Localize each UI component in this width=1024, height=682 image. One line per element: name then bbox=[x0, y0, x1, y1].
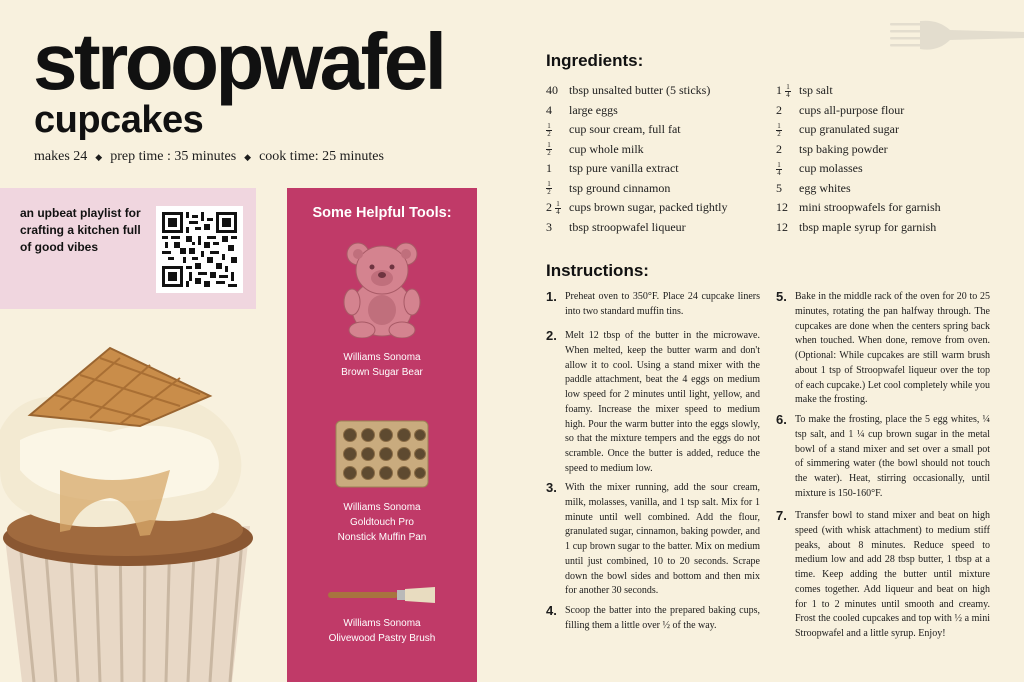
ingredient-item: 3 tbsp stroopwafel liqueur bbox=[546, 219, 686, 234]
cupcake-photo bbox=[0, 320, 260, 682]
fork-icon bbox=[890, 16, 1024, 56]
tool-brand: Williams Sonoma bbox=[343, 352, 421, 363]
ingredient-item: 2 tsp baking powder bbox=[776, 141, 888, 156]
separator-diamond-icon: ◆ bbox=[244, 151, 252, 162]
instruction-step-7: 7. Transfer bowl to stand mixer and beat on high speed (with whisk attachment) to medium stiff peaks, about 8 minutes. Reduce speed to medium low and add 28 tbsp butter, 1 tbsp at a time. Keep adding the butter until mixture comes together. Add liqueur and beat on high for 1 to 2 minutes until smooth and creamy. Frost the cooled cupcakes and top with ½ a mini Stroopwafel and a little syrup. Enjoy! bbox=[776, 508, 990, 639]
instruction-step-5: 5. Bake in the middle rack of the oven for 20 to 25 minutes, rotating the pan halfway through. The cupcakes are done when the centers spring back when touched. When done, remove from oven. (Optional: While cupcakes are still warm brush about 1 tsp of Stroopwafel liqueur over the top of each cupcake.) Let cool completely while you make the frosting. bbox=[776, 289, 990, 406]
ingredient-item: $\frac{1}{4}$ cup molasses bbox=[777, 160, 863, 177]
ingredient-item: 12 mini stroopwafels for garnish bbox=[776, 200, 941, 214]
instruction-step-6: 6. To make the frosting, place the 5 egg whites, ¼ tsp salt, and 1 ¼ cup brown sugar in the metal bowl of a stand mixer and set over a small pot of simmering water (the bowl should not touch the water). Heat, stirring occasionally, until mixture is 150-160°F. bbox=[776, 412, 990, 499]
ingredients-column-2 bbox=[776, 81, 941, 237]
ingredient-item: $\frac{1}{2}$ cup granulated sugar bbox=[777, 121, 899, 138]
playlist-text: an upbeat playlist for crafting a kitchen full of good vibes bbox=[20, 206, 141, 254]
helpful-tools-panel bbox=[287, 188, 477, 682]
pastry-brush-icon bbox=[327, 586, 437, 604]
tool-brand: Williams Sonoma bbox=[343, 618, 421, 629]
instructions-title: Instructions: bbox=[546, 261, 649, 280]
bear-icon bbox=[340, 240, 424, 338]
ingredient-item: 5 egg whites bbox=[776, 180, 851, 195]
ingredients-column-1 bbox=[546, 81, 727, 237]
muffin-pan-icon bbox=[335, 420, 429, 488]
ingredient-item: $\frac{1}{2}$ cup whole milk bbox=[547, 141, 644, 158]
recipe-subtitle: cupcakes bbox=[34, 99, 204, 141]
separator-diamond-icon: ◆ bbox=[95, 151, 103, 162]
tool-item-muffin-pan[interactable] bbox=[287, 500, 477, 545]
instruction-step-1: 1. Preheat oven to 350°F. Place 24 cupcake liners into two standard muffin tins. bbox=[546, 289, 760, 317]
ingredient-item: 2 cups all-purpose flour bbox=[776, 102, 905, 117]
tool-name: Goldtouch Pro bbox=[350, 517, 414, 528]
tool-name-cont: Nonstick Muffin Pan bbox=[337, 532, 427, 543]
ingredient-item: $\frac{1}{2}$ cup sour cream, full fat bbox=[547, 121, 681, 138]
ingredient-item: $\frac{1}{2}$ tsp ground cinnamon bbox=[547, 180, 671, 197]
instruction-step-2: 2. Melt 12 tbsp of the butter in the microwave. When melted, keep the butter warm and don't allow it to cool. Using a stand mixer with the paddle attachment, beat the 4 eggs on medium low speed for 2 minutes until light, yellow, and foamy. Increase the mixer speed to medium high. Pour the warm butter into the eggs slowly, so that the mixture tempers and the eggs do not scramble. Once the butter is added, reduce the speed to medium low. bbox=[546, 328, 760, 474]
ingredients-title: Ingredients: bbox=[546, 51, 644, 70]
ingredient-item: 4 large eggs bbox=[546, 102, 618, 117]
ingredient-item: 1 tsp pure vanilla extract bbox=[546, 161, 679, 175]
prep-time: prep time : 35 minutes bbox=[110, 149, 237, 164]
tool-item-bear[interactable] bbox=[287, 350, 477, 380]
playlist-panel bbox=[0, 188, 256, 309]
instruction-step-3: 3. With the mixer running, add the sour cream, milk, molasses, vanilla, and 1 tsp salt. Mix for 1 minute until well combined. Add the flour, granulated sugar, cinnamon, baking powder, and 1 cup brown sugar to the batter. Mix on medium until just combined, 10 to 20 seconds. Scrape down the bowl sides and bottom and then mix for another 30 seconds. bbox=[546, 480, 760, 597]
ingredient-item: 12 tbsp maple syrup for garnish bbox=[776, 219, 937, 234]
recipe-meta bbox=[34, 149, 384, 165]
ingredient-item: 40 tbsp unsalted butter (5 sticks) bbox=[546, 83, 711, 97]
instruction-step-4: 4. Scoop the batter into the prepared baking cups, filling them a little over ½ of the way. bbox=[546, 603, 760, 631]
tools-title: Some Helpful Tools: bbox=[312, 205, 452, 221]
tool-item-pastry-brush[interactable] bbox=[287, 616, 477, 646]
makes-count: makes 24 bbox=[34, 149, 88, 164]
ingredient-item: 2 $\frac{1}{4}$ cups brown sugar, packed tightly bbox=[546, 199, 728, 216]
cook-time: cook time: 25 minutes bbox=[259, 149, 384, 164]
tool-brand: Williams Sonoma bbox=[343, 502, 421, 513]
recipe-title: stroopwafel bbox=[33, 17, 444, 106]
playlist-qr-code[interactable] bbox=[156, 206, 243, 293]
ingredient-item: 1 $\frac{1}{4}$ tsp salt bbox=[776, 82, 833, 99]
tool-name: Brown Sugar Bear bbox=[341, 367, 423, 378]
tool-name: Olivewood Pastry Brush bbox=[328, 633, 436, 644]
